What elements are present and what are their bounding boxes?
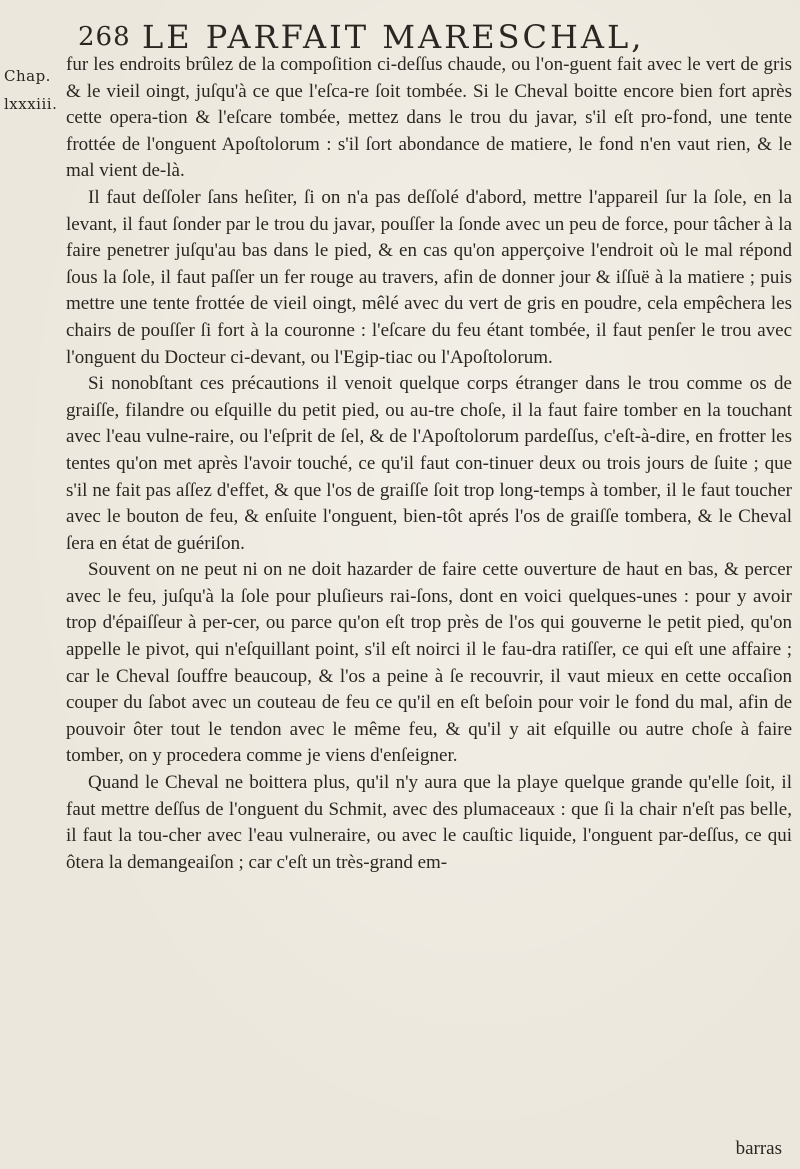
- body-text: [66, 52, 792, 876]
- margin-note-number: lxxxiii.: [4, 95, 58, 113]
- margin-note-chapter: Chap.: [4, 67, 51, 85]
- page-number: 268: [78, 22, 131, 52]
- paragraph: Si nonobſtant ces précautions il venoit quelque corps étranger dans le trou comme os de graiſſe, filandre ou eſquille du petit pied, ou au-tre choſe, il la faut faire tomber en la touchant avec l'eau vulne-raire, ou l'eſprit de ſel, & de l'Apoſtolorum pardeſſus, c'eſt-à-dire, en frotter les tentes qu'on met après l'avoir touché, ce qu'il faut con-tinuer deux ou trois jours de ſuite ; que s'il ne fait pas aſſez d'effet, & que l'os de graiſſe ſoit trop long-temps à tomber, il le faut toucher avec le bouton de feu, & enſuite l'onguent, bien-tôt aprés l'os de graiſſe tombera, & le Cheval ſera en état de guériſon.: [66, 373, 792, 554]
- paragraph: Souvent on ne peut ni on ne doit hazarder de faire cette ouverture de haut en bas, & percer avec le feu, juſqu'à la ſole pour pluſieurs rai-ſons, dont en voici quelques-unes : pour y avoir trop d'épaiſſeur à per-cer, ou parce qu'on eſt trop près de l'os qui gouverne le petit pied, qu'on appelle le pivot, qui n'eſquillant point, s'il eſt noirci il le fau-dra ratiſſer, ce qui eſt une affaire ; car le Cheval ſouffre beaucoup, & l'os a peine à ſe recouvrir, il vaut mieux en cette occaſion couper du ſabot avec un couteau de feu ce qu'il en eſt beſoin pour voir le fond du mal, afin de pouvoir ôter tout le tendon avec le même feu, & qu'il y ait eſquille ou autre choſe à faire tomber, on y procedera comme je viens d'enſeigner.: [66, 559, 792, 767]
- paragraph: fur les endroits brûlez de la compoſition ci-deſſus chaude, ou l'on-guent fait avec le vert de gris & le vieil oingt, juſqu'à ce que l'eſca-re ſoit tombée. Si le Cheval boitte encore bien fort après cette opera-tion & l'eſcare tombée, mettez dans le trou du javar, s'il eſt pro-fond, une tente frottée de l'onguent Apoſtolorum : s'il ſort abondance de matiere, le fond n'en vaut rien, & le mal vient de-là.: [66, 54, 792, 182]
- paragraph: Quand le Cheval ne boittera plus, qu'il n'y aura que la playe quelque grande qu'elle ſoit, il faut mettre deſſus de l'onguent du Schmit, avec des plumaceaux : que ſi la chair n'eſt pas belle, il faut la tou-cher avec l'eau vulneraire, ou avec le cauſtic liquide, l'onguent par-deſſus, ce qui ôtera la demangeaiſon ; car c'eſt un très-grand em-: [66, 772, 792, 873]
- catchword: barras: [735, 1138, 782, 1159]
- running-title: LE PARFAIT MARESCHAL,: [142, 18, 645, 56]
- paragraph: Il faut deſſoler ſans heſiter, ſi on n'a pas deſſolé d'abord, mettre l'appareil ſur la ſole, en la levant, il faut ſonder par le trou du javar, pouſſer la ſonde avec un peu de force, pour tâcher à la faire penetrer juſqu'au bas dans le pied, & en cas qu'on apperçoive l'endroit où le mal répond ſous la ſole, il faut paſſer un fer rouge au travers, afin de donner jour & iſſuë à la matiere ; puis mettre une tente frottée de vieil oingt, mêlé avec du vert de gris en poudre, cela empêchera les chairs de pouſſer ſi fort à la couronne : l'eſcare du feu étant tombée, il faut penſer le trou avec l'onguent du Docteur ci-devant, ou l'Egip-tiac ou l'Apoſtolorum.: [66, 186, 792, 368]
- chapter-margin-note: [4, 62, 62, 118]
